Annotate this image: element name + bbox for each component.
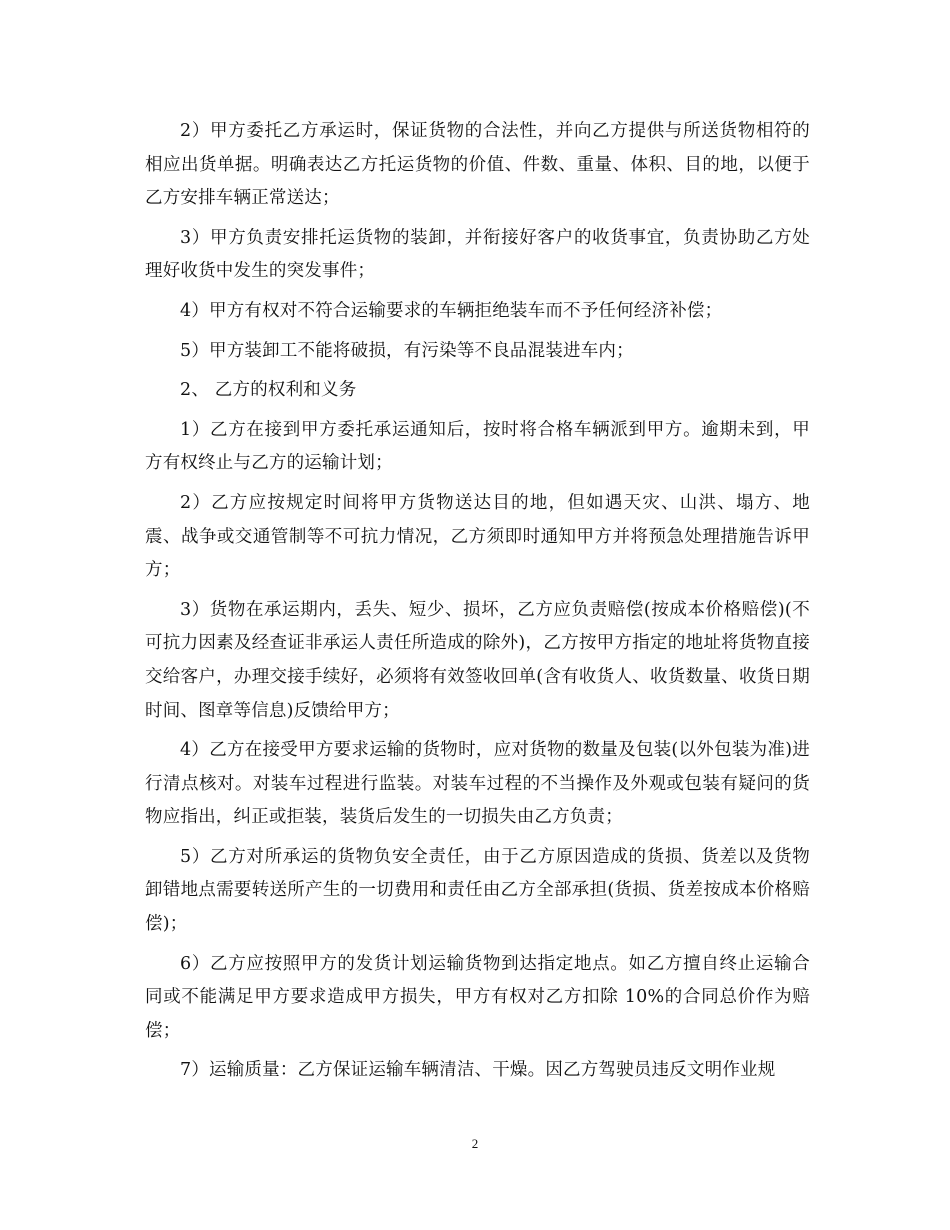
paragraph: 3）货物在承运期内，丢失、短少、损坏，乙方应负责赔偿(按成本价格赔偿)(不可抗力因素及经查证非承运人责任所造成的除外)，乙方按甲方指定的地址将货物直接交给客户，办理交接手续好，必须将有效签收回单(含有收货人、收货数量、收货日期时间、图章等信息)反馈给甲方； bbox=[145, 599, 810, 721]
page-number: 2 bbox=[471, 1136, 479, 1151]
paragraph: 2）乙方应按规定时间将甲方货物送达目的地，但如遇天灾、山洪、塌方、地震、战争或交通管制等不可抗力情况，乙方须即时通知甲方并将预急处理措施告诉甲方； bbox=[145, 492, 810, 581]
document-body bbox=[145, 115, 810, 1088]
paragraph: 4）乙方在接受甲方要求运输的货物时，应对货物的数量及包装(以外包装为准)进行清点核对。对装车过程进行监装。对装车过程的不当操作及外观或包装有疑问的货物应指出，纠正或拒装，装货后发生的一切损失由乙方负责； bbox=[145, 740, 810, 828]
paragraph: 1）乙方在接到甲方委托承运通知后，按时将合格车辆派到甲方。逾期未到，甲方有权终止与乙方的运输计划； bbox=[145, 419, 810, 474]
paragraph: 5）甲方装卸工不能将破损，有污染等不良品混装进车内； bbox=[180, 340, 634, 361]
paragraph: 7）运输质量：乙方保证运输车辆清洁、干燥。因乙方驾驶员违反文明作业规 bbox=[180, 1060, 776, 1081]
paragraph: 4）甲方有权对不符合运输要求的车辆拒绝装车而不予任何经济补偿； bbox=[180, 300, 723, 321]
paragraph: 3）甲方负责安排托运货物的装卸，并衔接好客户的收货事宜，负责协助乙方处理好收货中发生的突发事件； bbox=[145, 227, 810, 282]
paragraph: 2）甲方委托乙方承运时，保证货物的合法性，并向乙方提供与所送货物相符的相应出货单据。明确表达乙方托运货物的价值、件数、重量、体积、目的地，以便于乙方安排车辆正常送达； bbox=[145, 121, 810, 209]
paragraph: 6）乙方应按照甲方的发货计划运输货物到达指定地点。如乙方擅自终止运输合同或不能满足甲方要求造成甲方损失，甲方有权对乙方扣除 10%的合同总价作为赔偿； bbox=[145, 953, 810, 1041]
paragraph: 5）乙方对所承运的货物负安全责任，由于乙方原因造成的货损、货差以及货物卸错地点需要转送所产生的一切费用和责任由乙方全部承担(货损、货差按成本价格赔偿)； bbox=[145, 846, 810, 935]
section-heading: 2、 乙方的权利和义务 bbox=[180, 380, 357, 401]
